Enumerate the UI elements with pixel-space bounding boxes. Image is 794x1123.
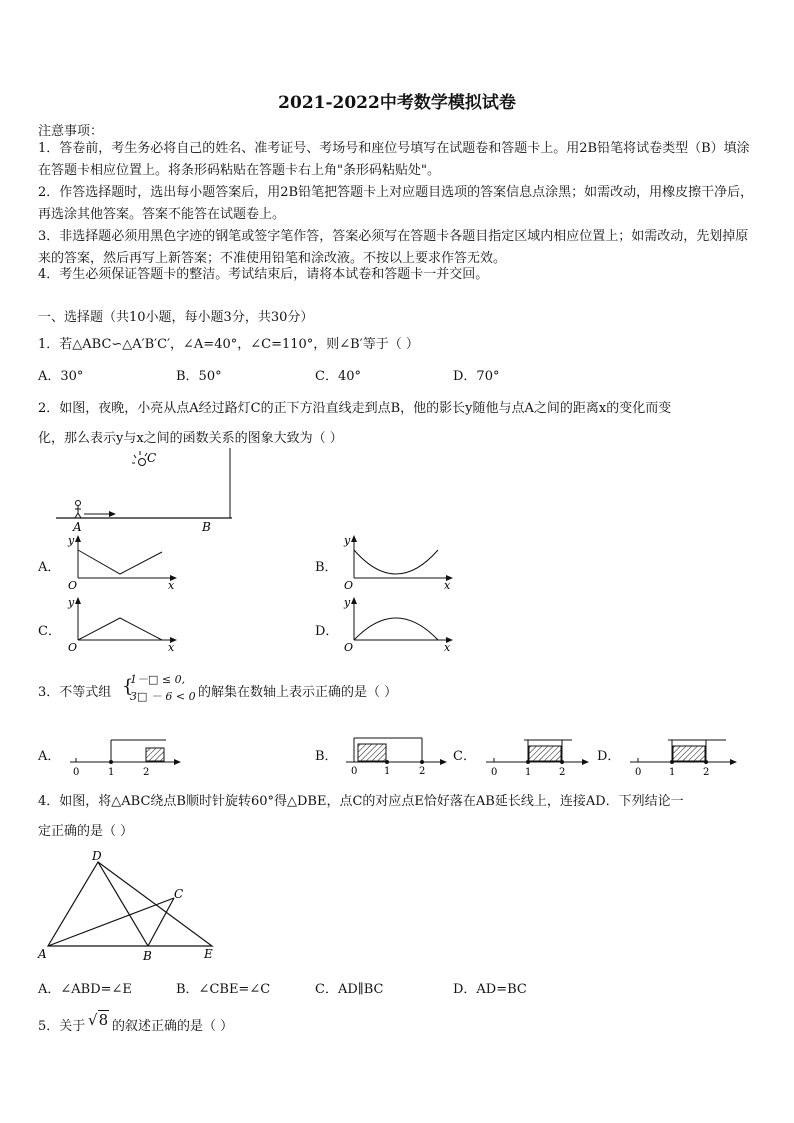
svg-text:0: 0 — [351, 766, 358, 776]
q4-triangle-figure — [36, 846, 222, 966]
section-heading: 一、选择题（共10小题，每小题3分，共30分） — [38, 310, 314, 325]
q2-option-b-label: B． — [315, 560, 338, 575]
q5-stem-pre: 5．关于 — [38, 1019, 86, 1034]
q4-option-a: A．∠ABD=∠E — [38, 982, 132, 997]
q4-option-d: D．AD=BC — [453, 982, 527, 997]
page-title: 2021-2022中考数学模拟试卷 — [278, 93, 516, 113]
svg-text:0: 0 — [73, 767, 80, 778]
q3-system-line2: 3□ － 6 < 0 — [130, 690, 196, 703]
system-brace: { — [122, 676, 134, 697]
notice-item-2: 2．作答选择题时，选出每小题答案后，用2B铅笔把答题卡上对应题目选项的答案信息点涂黑；如需改动，用橡皮擦干净后，再选涂其他答案。答案不能答在试题卷上。 — [38, 185, 754, 222]
svg-text:x: x — [444, 579, 451, 592]
street-lamp-icon — [132, 451, 147, 466]
q4-stem-line2: 定正确的是（ ） — [38, 824, 134, 839]
q4-option-c: C．AD∥BC — [315, 982, 384, 997]
notice-item-4: 4．考生必须保证答题卡的整洁。考试结束后，请将本试卷和答题卡一并交回。 — [38, 267, 489, 282]
svg-text:x: x — [444, 641, 451, 654]
sqrt-radicand: 8 — [98, 1011, 109, 1029]
svg-text:x: x — [168, 579, 175, 592]
point-label-b: B — [202, 520, 211, 534]
svg-text:y: y — [344, 596, 351, 609]
svg-text:D: D — [92, 849, 102, 863]
notice-item-1: 1．答卷前，考生务必将自己的姓名、准考证号、考场号和座位号填写在试题卷和答题卡上。用2B铅笔将试卷类型（B）填涂在答题卡相应位置上。将条形码粘贴在答题卡右上角"条形码粘贴处"。 — [38, 141, 750, 178]
q3-option-a-label: A． — [38, 749, 61, 764]
q2-option-d-label: D． — [315, 624, 339, 639]
q4-stem-line1: 4．如图，将△ABC绕点B顺时针旋转60°得△DBE，点C的对应点E恰好落在AB延长线上，连接AD．下列结论一 — [38, 794, 684, 809]
svg-text:O: O — [68, 579, 78, 592]
q3-stem-pre: 3．不等式组 — [38, 685, 112, 700]
point-label-a: A — [73, 520, 82, 534]
svg-text:0: 0 — [635, 767, 642, 778]
svg-text:1: 1 — [108, 767, 115, 778]
q2-street-figure — [54, 448, 234, 536]
svg-text:1: 1 — [384, 766, 391, 776]
q1-option-d: D．70° — [453, 369, 500, 384]
q2-option-a-label: A． — [38, 560, 61, 575]
svg-text:2: 2 — [143, 767, 150, 778]
svg-text:2: 2 — [559, 767, 566, 778]
svg-text:2: 2 — [419, 766, 426, 776]
q3-option-c-label: C． — [453, 749, 476, 764]
svg-text:y: y — [68, 596, 75, 609]
svg-text:2: 2 — [703, 767, 710, 778]
svg-text:y: y — [68, 534, 75, 547]
sqrt-symbol: √8 — [88, 1011, 109, 1029]
svg-text:C: C — [174, 887, 184, 901]
svg-text:O: O — [68, 641, 78, 654]
svg-text:O: O — [344, 579, 354, 592]
q3-option-d-numberline — [628, 736, 740, 778]
svg-text:0: 0 — [491, 767, 498, 778]
q5-stem-post: 的叙述正确的是（ ） — [112, 1019, 234, 1034]
q2-option-a-graph — [60, 534, 180, 592]
q2-option-d-graph — [336, 596, 456, 654]
svg-text:1: 1 — [525, 767, 532, 778]
lamp-label-c: C — [147, 451, 157, 465]
q1-option-b: B．50° — [176, 369, 222, 384]
svg-text:O: O — [344, 641, 354, 654]
q1-option-a: A．30° — [38, 369, 84, 384]
q3-option-d-label: D． — [597, 749, 621, 764]
walking-person-icon — [75, 501, 81, 519]
q3-option-b-label: B． — [315, 749, 338, 764]
svg-text:x: x — [168, 641, 175, 654]
q3-system-line1: 1－□ ≤ 0, — [130, 673, 186, 686]
q2-stem-line2: 化，那么表示y与x之间的函数关系的图象大致为（ ） — [38, 431, 343, 446]
svg-text:A: A — [38, 947, 47, 961]
q2-option-b-graph — [336, 534, 456, 592]
q3-stem-post: 的解集在数轴上表示正确的是（ ） — [198, 685, 398, 700]
q1-option-c: C．40° — [315, 369, 361, 384]
svg-text:1: 1 — [669, 767, 676, 778]
svg-text:B: B — [143, 949, 152, 963]
q2-stem-line1: 2．如图，夜晚，小亮从点A经过路灯C的正下方沿直线走到点B，他的影长y随他与点A之间的距离x的变化而变 — [38, 401, 672, 416]
q3-option-a-numberline — [66, 736, 184, 778]
notice-heading: 注意事项： — [38, 124, 104, 139]
q3-option-b-numberline — [342, 734, 450, 776]
q2-option-c-graph — [60, 596, 180, 654]
q1-stem: 1．若△ABC∽△A′B′C′，∠A=40°，∠C=110°，则∠B′等于（ ） — [38, 337, 419, 352]
svg-text:y: y — [344, 534, 351, 547]
svg-text:E: E — [204, 947, 213, 961]
q3-option-c-numberline — [484, 736, 592, 778]
q4-option-b: B．∠CBE=∠C — [176, 982, 271, 997]
q2-option-c-label: C． — [38, 624, 61, 639]
notice-item-3: 3．非选择题必须用黑色字迹的钢笔或签字笔作答，答案必须写在答题卡各题目指定区域内相应位置上；如需改动，先划掉原来的答案，然后再写上新答案；不准使用铅笔和涂改液。不按以上要求作答无效。 — [38, 229, 749, 266]
